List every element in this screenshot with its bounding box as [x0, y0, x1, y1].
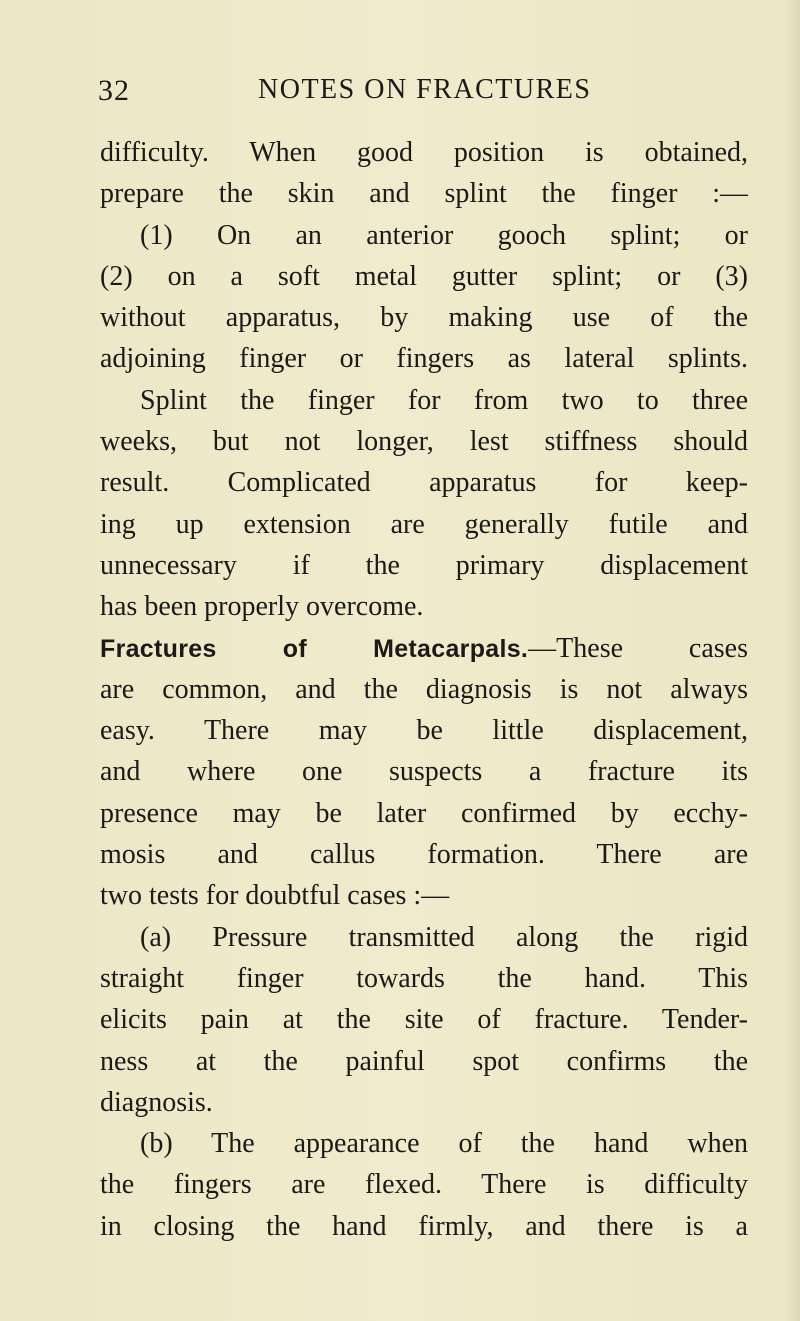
- text-line: ing up extension are generally futile and: [100, 508, 748, 540]
- text-line: without apparatus, by making use of the: [100, 302, 748, 334]
- running-title: NOTES ON FRACTURES: [258, 74, 592, 105]
- text-line: weeks, but not longer, lest stiffness should: [100, 426, 748, 458]
- text-line: and where one suspects a fracture its: [100, 756, 748, 788]
- text-line: (b) The appearance of the hand when: [140, 1128, 748, 1160]
- text-line: diagnosis.: [100, 1086, 213, 1118]
- section-heading: Fractures of Metacarpals.: [100, 634, 529, 663]
- text-line: (2) on a soft metal gutter splint; or (3): [100, 260, 748, 292]
- section-heading-rest: —These cases: [528, 632, 748, 664]
- text-line: presence may be later confirmed by ecchy-: [100, 797, 748, 829]
- page-number: 32: [98, 74, 130, 107]
- text-line: unnecessary if the primary displacement: [100, 549, 748, 581]
- text-line: are common, and the diagnosis is not always: [100, 673, 748, 705]
- text-line: the fingers are flexed. There is difficulty: [100, 1169, 748, 1201]
- section-heading-line: [100, 628, 748, 669]
- text-line: two tests for doubtful cases :—: [100, 880, 450, 912]
- text-line: (1) On an anterior gooch splint; or: [140, 219, 748, 251]
- text-line: prepare the skin and splint the finger :—: [100, 178, 748, 210]
- text-line: Splint the finger for from two to three: [140, 384, 748, 416]
- text-line: (a) Pressure transmitted along the rigid: [140, 921, 748, 953]
- text-line: difficulty. When good position is obtained,: [100, 137, 748, 168]
- running-head: [98, 74, 748, 114]
- body-text: [100, 132, 748, 1247]
- text-line: adjoining finger or fingers as lateral splints.: [100, 343, 748, 375]
- text-line: in closing the hand firmly, and there is a: [100, 1210, 748, 1242]
- text-line: easy. There may be little displacement,: [100, 715, 748, 747]
- text-line: ness at the painful spot confirms the: [100, 1045, 748, 1077]
- text-line: straight finger towards the hand. This: [100, 962, 748, 994]
- text-line: result. Complicated apparatus for keep-: [100, 467, 748, 499]
- page-edge-shadow: [786, 0, 800, 1321]
- text-line: mosis and callus formation. There are: [100, 839, 748, 871]
- text-line: has been properly overcome.: [100, 591, 424, 623]
- text-line: elicits pain at the site of fracture. Tender-: [100, 1004, 748, 1036]
